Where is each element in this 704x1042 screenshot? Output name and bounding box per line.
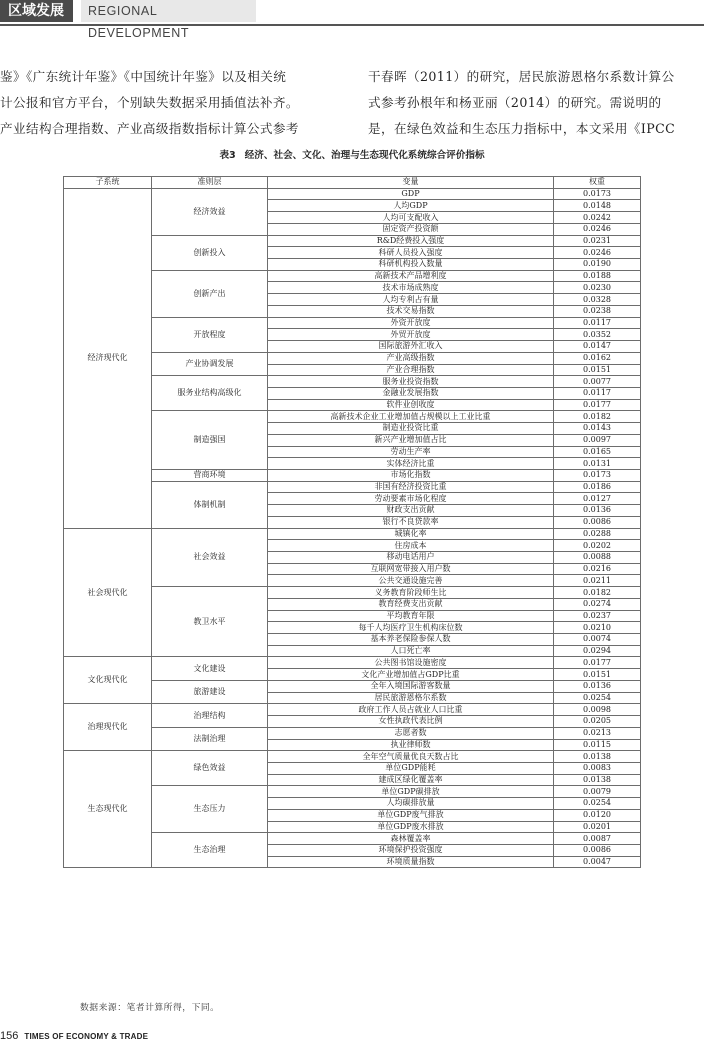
page-footer (0, 1030, 148, 1042)
variable-cell: 技术交易指数 (268, 305, 554, 317)
variable-cell: 执业律师数 (268, 739, 554, 751)
weight-cell: 0.0246 (554, 223, 641, 235)
weight-cell: 0.0127 (554, 493, 641, 505)
variable-cell: 住房成本 (268, 540, 554, 552)
weight-cell: 0.0117 (554, 387, 641, 399)
criteria-cell: 社会效益 (152, 528, 268, 587)
weight-cell: 0.0151 (554, 669, 641, 681)
weight-cell: 0.0328 (554, 294, 641, 306)
variable-cell: 外贸开放度 (268, 329, 554, 341)
variable-cell: 科研机构投入数量 (268, 259, 554, 271)
weight-cell: 0.0216 (554, 563, 641, 575)
weight-cell: 0.0182 (554, 587, 641, 599)
weight-cell: 0.0087 (554, 833, 641, 845)
variable-cell: 劳动要素市场化程度 (268, 493, 554, 505)
weight-cell: 0.0210 (554, 622, 641, 634)
criteria-cell: 服务业结构高级化 (152, 376, 268, 411)
variable-cell: 制造业投资比重 (268, 423, 554, 435)
variable-cell: GDP (268, 188, 554, 200)
body-line: 干春晖（2011）的研究，居民旅游恩格尔系数计算公 (368, 69, 675, 84)
magazine-name: TIMES OF ECONOMY & TRADE (24, 1032, 149, 1041)
variable-cell: 单位GDP废水排放 (268, 821, 554, 833)
variable-cell: 银行不良贷款率 (268, 516, 554, 528)
weight-cell: 0.0120 (554, 809, 641, 821)
weight-cell: 0.0230 (554, 282, 641, 294)
variable-cell: 劳动生产率 (268, 446, 554, 458)
header-weight: 权重 (554, 177, 641, 189)
table-number: 表3 (219, 150, 236, 161)
section-label-zh: 区域发展 (0, 0, 73, 22)
variable-cell: 市场化指数 (268, 469, 554, 481)
weight-cell: 0.0288 (554, 528, 641, 540)
criteria-cell: 创新投入 (152, 235, 268, 270)
criteria-cell: 体制机制 (152, 481, 268, 528)
table-row (64, 188, 641, 200)
variable-cell: 全年空气质量优良天数占比 (268, 751, 554, 763)
weight-cell: 0.0086 (554, 516, 641, 528)
variable-cell: 服务业投资指数 (268, 376, 554, 388)
weight-cell: 0.0098 (554, 704, 641, 716)
table-source-note: 数据来源：笔者计算所得，下同。 (80, 1003, 220, 1013)
body-text-left-column (0, 64, 350, 142)
criteria-cell: 法制治理 (152, 727, 268, 750)
variable-cell: 基本养老保险参保人数 (268, 634, 554, 646)
weight-cell: 0.0231 (554, 235, 641, 247)
evaluation-index-table (63, 176, 641, 868)
weight-cell: 0.0352 (554, 329, 641, 341)
weight-cell: 0.0188 (554, 270, 641, 282)
criteria-cell: 绿色效益 (152, 751, 268, 786)
table-row (64, 528, 641, 540)
variable-cell: 环境保护投资强度 (268, 844, 554, 856)
table-row (64, 751, 641, 763)
criteria-cell: 经济效益 (152, 188, 268, 235)
weight-cell: 0.0246 (554, 247, 641, 259)
criteria-cell: 创新产出 (152, 270, 268, 317)
variable-cell: R&D经费投入强度 (268, 235, 554, 247)
variable-cell: 新兴产业增加值占比 (268, 434, 554, 446)
weight-cell: 0.0173 (554, 469, 641, 481)
variable-cell: 公共图书馆设施密度 (268, 657, 554, 669)
weight-cell: 0.0211 (554, 575, 641, 587)
weight-cell: 0.0254 (554, 692, 641, 704)
criteria-cell: 文化建设 (152, 657, 268, 680)
variable-cell: 固定资产投资额 (268, 223, 554, 235)
weight-cell: 0.0177 (554, 657, 641, 669)
table-title: 经济、社会、文化、治理与生态现代化系统综合评价指标 (244, 150, 485, 161)
weight-cell: 0.0165 (554, 446, 641, 458)
body-line: 计公报和官方平台，个别缺失数据采用插值法补齐。 (0, 95, 299, 110)
weight-cell: 0.0162 (554, 352, 641, 364)
table-row (64, 704, 641, 716)
variable-cell: 单位GDP碳排放 (268, 786, 554, 798)
weight-cell: 0.0274 (554, 598, 641, 610)
criteria-cell: 生态压力 (152, 786, 268, 833)
variable-cell: 森林覆盖率 (268, 833, 554, 845)
weight-cell: 0.0115 (554, 739, 641, 751)
variable-cell: 金融业发展指数 (268, 387, 554, 399)
weight-cell: 0.0238 (554, 305, 641, 317)
header-subsystem: 子系统 (64, 177, 152, 189)
page-number: 156 (0, 1030, 19, 1042)
criteria-cell: 治理结构 (152, 704, 268, 727)
variable-cell: 环境质量指数 (268, 856, 554, 868)
criteria-cell: 制造强国 (152, 411, 268, 470)
criteria-cell: 营商环境 (152, 469, 268, 481)
weight-cell: 0.0136 (554, 505, 641, 517)
header-rule (0, 24, 704, 26)
variable-cell: 城镇化率 (268, 528, 554, 540)
weight-cell: 0.0202 (554, 540, 641, 552)
table-header-row (64, 177, 641, 189)
weight-cell: 0.0088 (554, 552, 641, 564)
weight-cell: 0.0148 (554, 200, 641, 212)
subsystem-cell: 治理现代化 (64, 704, 152, 751)
page-header (0, 0, 704, 40)
weight-cell: 0.0254 (554, 798, 641, 810)
weight-cell: 0.0201 (554, 821, 641, 833)
weight-cell: 0.0079 (554, 786, 641, 798)
variable-cell: 建成区绿化覆盖率 (268, 774, 554, 786)
variable-cell: 国际旅游外汇收入 (268, 341, 554, 353)
weight-cell: 0.0117 (554, 317, 641, 329)
variable-cell: 文化产业增加值占GDP比重 (268, 669, 554, 681)
weight-cell: 0.0097 (554, 434, 641, 446)
variable-cell: 外资开放度 (268, 317, 554, 329)
weight-cell: 0.0294 (554, 645, 641, 657)
variable-cell: 非国有经济投资比重 (268, 481, 554, 493)
weight-cell: 0.0138 (554, 751, 641, 763)
variable-cell: 人均可支配收入 (268, 212, 554, 224)
header-criteria: 准则层 (152, 177, 268, 189)
weight-cell: 0.0147 (554, 341, 641, 353)
header-variable: 变量 (268, 177, 554, 189)
variable-cell: 高新技术产品增利度 (268, 270, 554, 282)
weight-cell: 0.0151 (554, 364, 641, 376)
variable-cell: 教育经费支出贡献 (268, 598, 554, 610)
body-line: 是，在绿色效益和生态压力指标中，本文采用《IPCC (368, 121, 676, 136)
variable-cell: 居民旅游恩格尔系数 (268, 692, 554, 704)
variable-cell: 义务教育阶段师生比 (268, 587, 554, 599)
variable-cell: 单位GDP能耗 (268, 762, 554, 774)
body-text-right-column (368, 64, 704, 142)
variable-cell: 公共交通设施完善 (268, 575, 554, 587)
variable-cell: 志愿者数 (268, 727, 554, 739)
table-body (64, 188, 641, 868)
weight-cell: 0.0182 (554, 411, 641, 423)
weight-cell: 0.0083 (554, 762, 641, 774)
criteria-cell: 教卫水平 (152, 587, 268, 657)
weight-cell: 0.0131 (554, 458, 641, 470)
weight-cell: 0.0213 (554, 727, 641, 739)
subsystem-cell: 经济现代化 (64, 188, 152, 528)
criteria-cell: 生态治理 (152, 833, 268, 868)
weight-cell: 0.0242 (554, 212, 641, 224)
weight-cell: 0.0190 (554, 259, 641, 271)
table-row (64, 657, 641, 669)
variable-cell: 人均GDP (268, 200, 554, 212)
weight-cell: 0.0177 (554, 399, 641, 411)
variable-cell: 产业高级指数 (268, 352, 554, 364)
weight-cell: 0.0237 (554, 610, 641, 622)
subsystem-cell: 生态现代化 (64, 751, 152, 868)
variable-cell: 移动电话用户 (268, 552, 554, 564)
criteria-cell: 旅游建设 (152, 680, 268, 703)
table-caption (0, 147, 704, 161)
variable-cell: 高新技术企业工业增加值占规模以上工业比重 (268, 411, 554, 423)
variable-cell: 软件业创收度 (268, 399, 554, 411)
weight-cell: 0.0086 (554, 844, 641, 856)
variable-cell: 政府工作人员占就业人口比重 (268, 704, 554, 716)
criteria-cell: 产业协调发展 (152, 352, 268, 375)
weight-cell: 0.0136 (554, 680, 641, 692)
weight-cell: 0.0173 (554, 188, 641, 200)
section-label-en: REGIONAL DEVELOPMENT (81, 0, 256, 22)
body-line: 式参考孙根年和杨亚丽（2014）的研究。需说明的 (368, 95, 662, 110)
weight-cell: 0.0077 (554, 376, 641, 388)
variable-cell: 女性执政代表比例 (268, 716, 554, 728)
weight-cell: 0.0047 (554, 856, 641, 868)
weight-cell: 0.0205 (554, 716, 641, 728)
weight-cell: 0.0138 (554, 774, 641, 786)
variable-cell: 全年入境国际游客数量 (268, 680, 554, 692)
subsystem-cell: 文化现代化 (64, 657, 152, 704)
weight-cell: 0.0074 (554, 634, 641, 646)
body-line: 产业结构合理指数、产业高级指数指标计算公式参考 (0, 121, 299, 136)
criteria-cell: 开放程度 (152, 317, 268, 352)
variable-cell: 实体经济比重 (268, 458, 554, 470)
weight-cell: 0.0143 (554, 423, 641, 435)
body-line: 鉴》《广东统计年鉴》《中国统计年鉴》以及相关统 (0, 69, 287, 84)
variable-cell: 财政支出贡献 (268, 505, 554, 517)
variable-cell: 互联网宽带接入用户数 (268, 563, 554, 575)
variable-cell: 产业合理指数 (268, 364, 554, 376)
variable-cell: 科研人员投入强度 (268, 247, 554, 259)
variable-cell: 平均教育年限 (268, 610, 554, 622)
variable-cell: 人均专利占有量 (268, 294, 554, 306)
variable-cell: 每千人均医疗卫生机构床位数 (268, 622, 554, 634)
variable-cell: 技术市场成熟度 (268, 282, 554, 294)
subsystem-cell: 社会现代化 (64, 528, 152, 657)
variable-cell: 人口死亡率 (268, 645, 554, 657)
variable-cell: 人均碳排放量 (268, 798, 554, 810)
variable-cell: 单位GDP废气排放 (268, 809, 554, 821)
weight-cell: 0.0186 (554, 481, 641, 493)
